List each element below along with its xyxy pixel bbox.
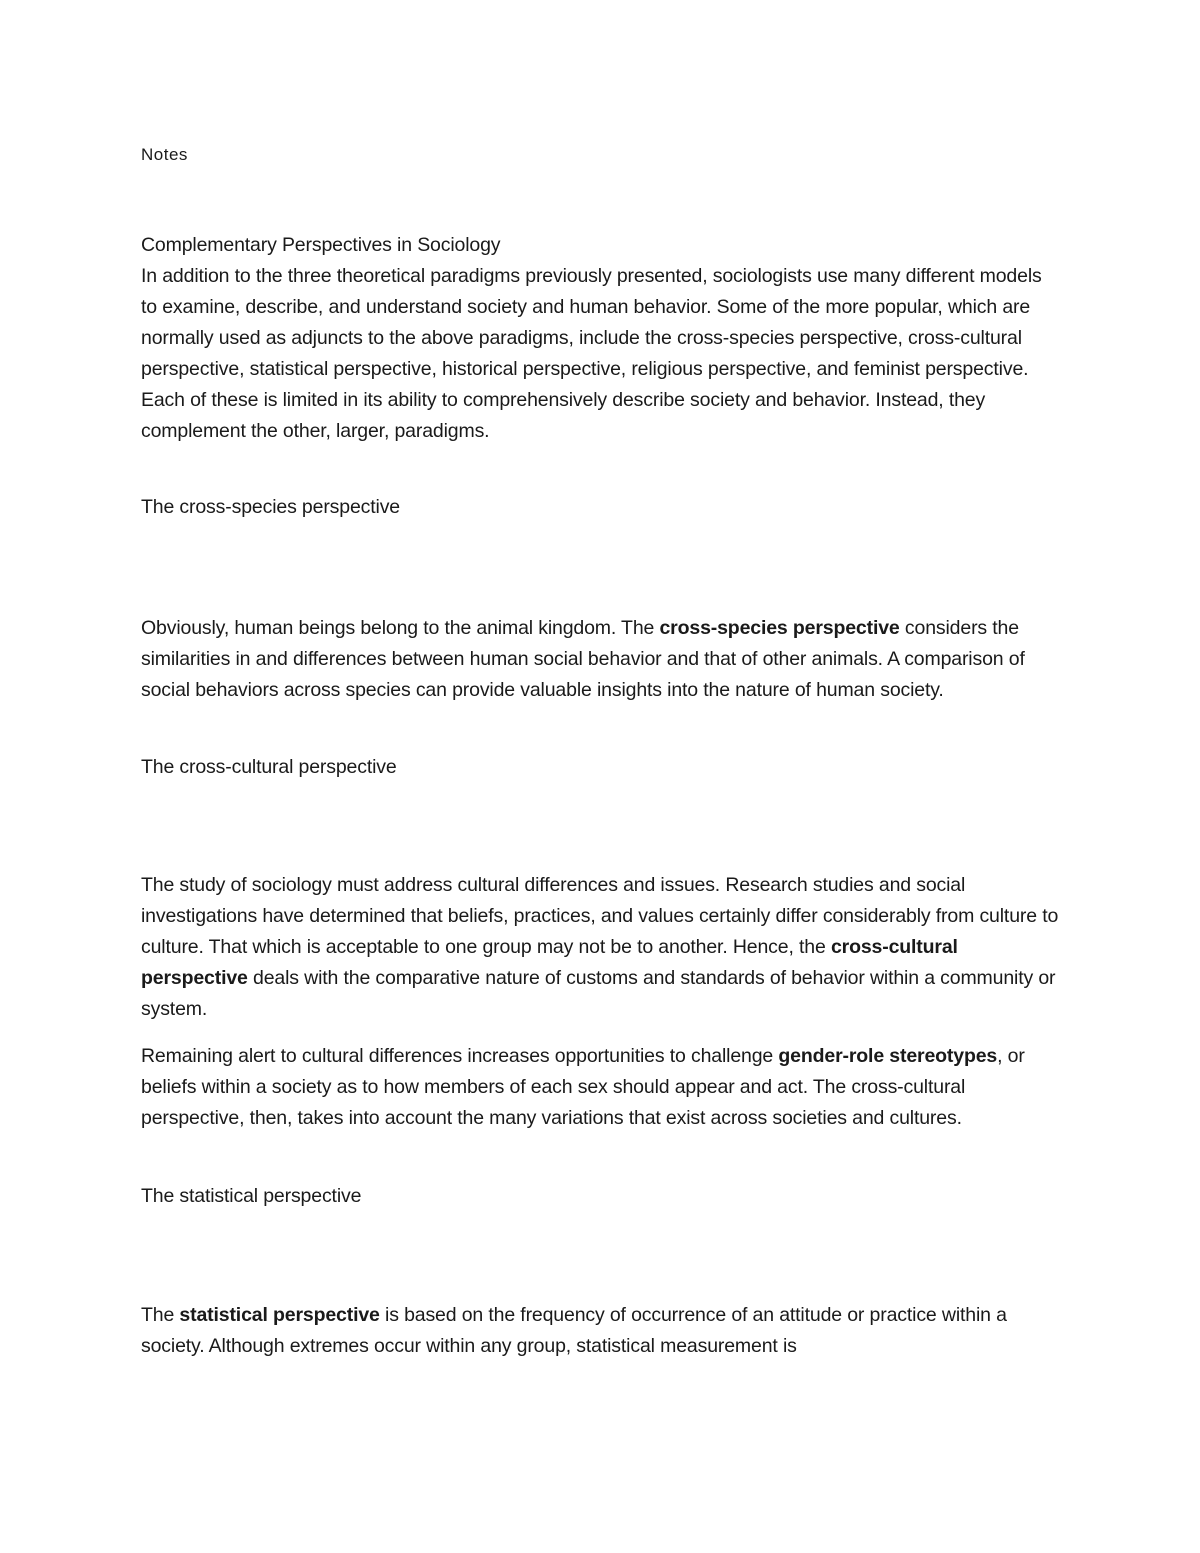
paragraph-statistical xyxy=(141,1300,1061,1362)
paragraph-cross-cultural-2 xyxy=(141,1041,1061,1134)
document-title: Complementary Perspectives in Sociology xyxy=(141,234,501,256)
paragraph-cross-species xyxy=(141,613,1061,706)
section-heading-statistical: The statistical perspective xyxy=(141,1185,362,1207)
section-heading-cross-cultural: The cross-cultural perspective xyxy=(141,756,397,778)
paragraph-text: Remaining alert to cultural differences increases opportunities to challenge xyxy=(141,1045,779,1067)
key-term-gender-role-stereotypes: gender-role stereotypes xyxy=(778,1045,998,1067)
paragraph-cross-cultural-1 xyxy=(141,870,1061,1025)
paragraph-text: The xyxy=(141,1304,180,1326)
paragraph-text: is based on the frequency of occurrence of an attitude or practice within a society. Although extremes occur within any group, statistical measurement is xyxy=(141,1304,1007,1357)
notes-label: Notes xyxy=(141,145,188,164)
key-term-cross-species: cross-species perspective xyxy=(659,617,900,639)
paragraph-text: The study of sociology must address cultural differences and issues. Research studies and social investigations have determined that beliefs, practices, and values certainly differ considerably from culture to culture. That which is acceptable to one group may not be to another. Hence, the xyxy=(141,874,1059,958)
paragraph-text: deals with the comparative nature of customs and standards of behavior within a community or system. xyxy=(141,967,1056,1020)
paragraph-text: , or beliefs within a society as to how members of each sex should appear and act. The cross-cultural perspective, then, takes into account the many variations that exist across societies and cultures. xyxy=(141,1045,1025,1129)
paragraph-text: Obviously, human beings belong to the animal kingdom. The xyxy=(141,617,660,639)
intro-paragraph: In addition to the three theoretical paradigms previously presented, sociologists use many different models to examine, describe, and understand society and human behavior. Some of the more popular, which are normally used as adjuncts to the above paradigms, include the cross-species perspective, cross-cultural perspective, statistical perspective, historical perspective, religious perspective, and feminist perspective. Each of these is limited in its ability to comprehensively describe society and behavior. Instead, they complement the other, larger, paradigms. xyxy=(141,265,1042,442)
paragraph-text: considers the similarities in and differences between human social behavior and that of other animals. A comparison of social behaviors across species can provide valuable insights into the nature of human society. xyxy=(141,617,1025,701)
key-term-cross-cultural: cross-cultural perspective xyxy=(141,936,958,989)
key-term-statistical: statistical perspective xyxy=(179,1304,380,1326)
intro-block xyxy=(141,230,1061,447)
section-heading-cross-species: The cross-species perspective xyxy=(141,496,401,518)
